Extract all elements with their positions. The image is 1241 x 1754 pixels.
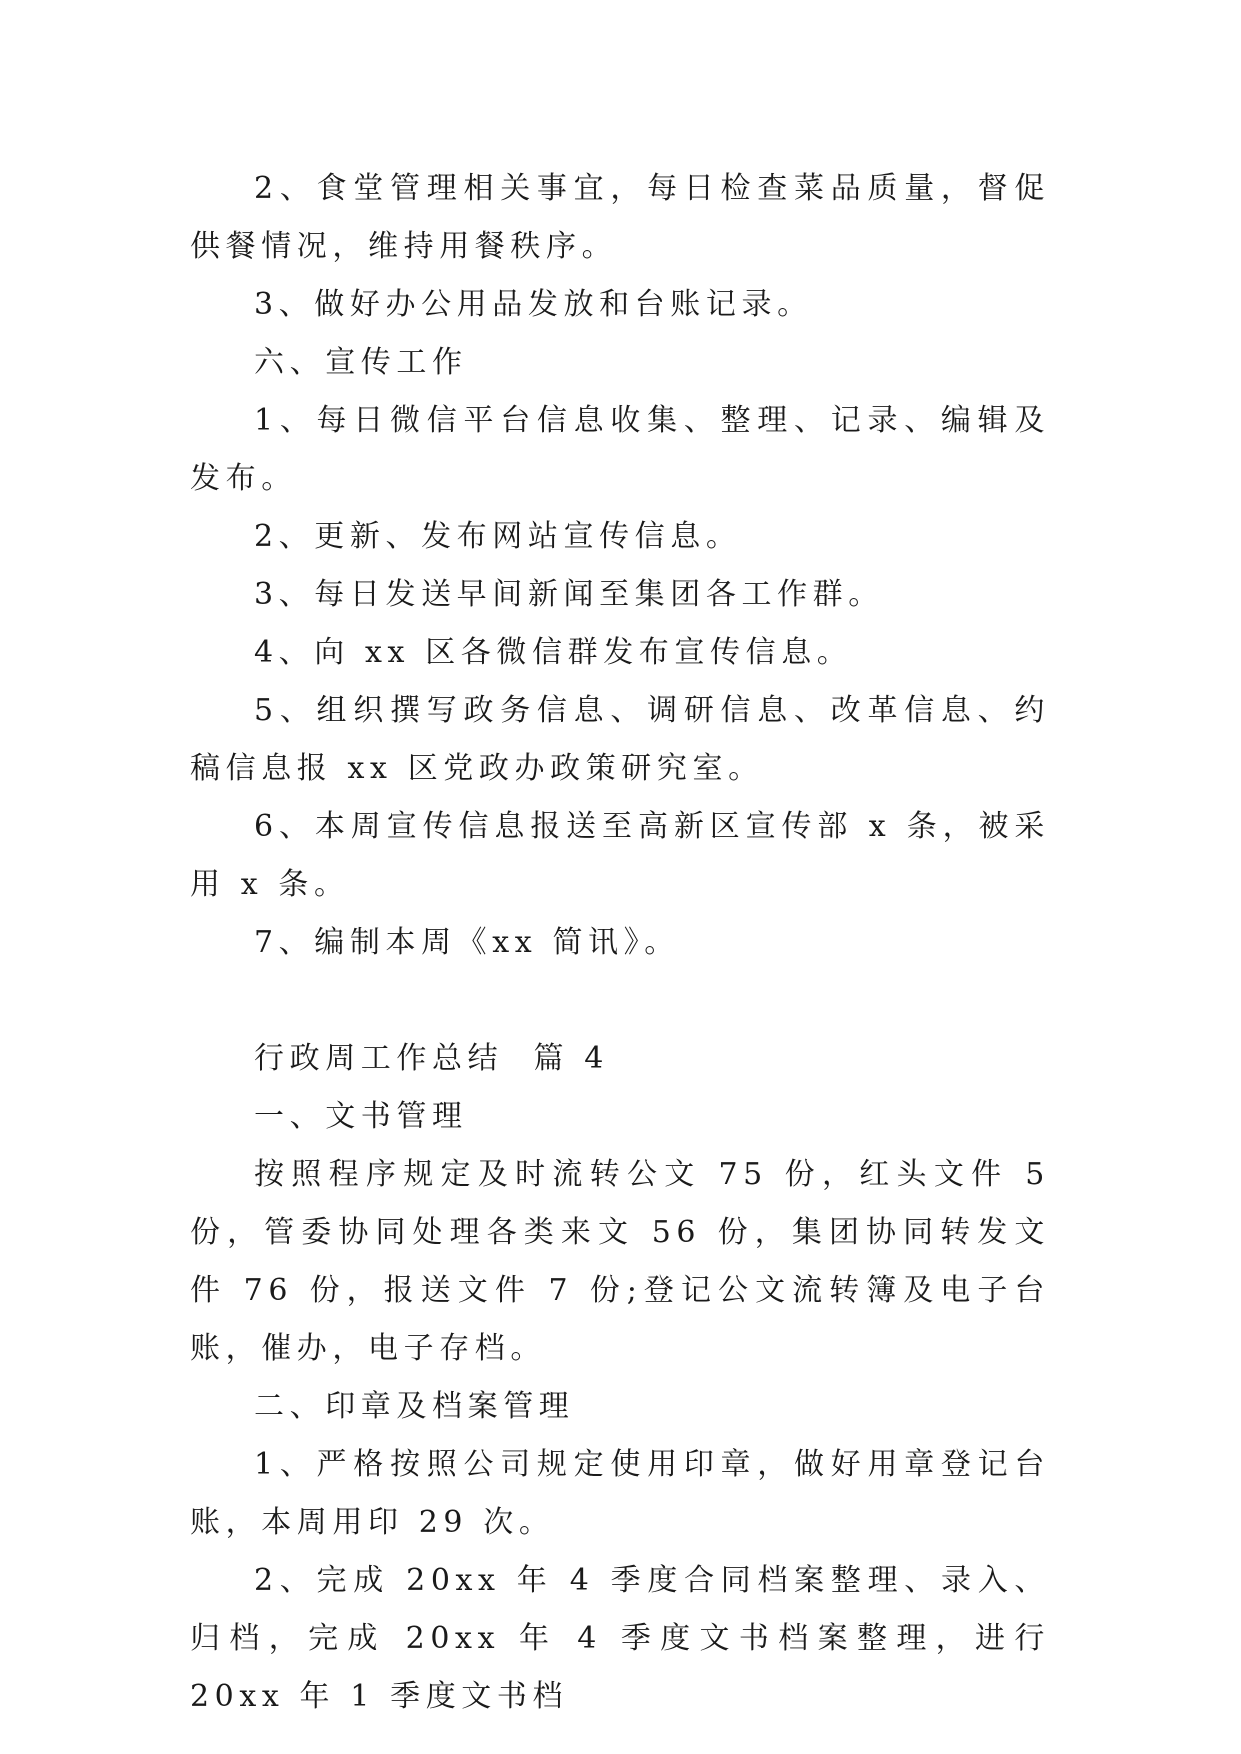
section-heading: 一、文书管理 — [254, 1099, 468, 1134]
paragraph: 5、组织撰写政务信息、调研信息、改革信息、约稿信息报 xx 区党政办政策研究室。 — [190, 693, 1050, 786]
paragraph: 6、本周宣传信息报送至高新区宣传部 x 条，被采用 x 条。 — [190, 809, 1050, 902]
paragraph: 按照程序规定及时流转公文 75 份，红头文件 5 份，管委协同处理各类来文 56 份，集团协同转发文件 76 份，报送文件 7 份;登记公文流转簿及电子台账，催办，电子存档。 — [190, 1157, 1050, 1366]
document-body — [190, 160, 1050, 1726]
section-heading: 二、印章及档案管理 — [254, 1389, 575, 1424]
paragraph: 3、每日发送早间新闻至集团各工作群。 — [254, 577, 884, 612]
paragraph: 2、食堂管理相关事宜，每日检查菜品质量，督促供餐情况，维持用餐秩序。 — [190, 171, 1050, 264]
paragraph: 2、完成 20xx 年 4 季度合同档案整理、录入、归档，完成 20xx 年 4 季度文书档案整理，进行 20xx 年 1 季度文书档 — [190, 1563, 1050, 1714]
paragraph: 7、编制本周《xx 简讯》。 — [254, 925, 680, 960]
paragraph: 4、向 xx 区各微信群发布宣传信息。 — [254, 635, 853, 670]
paragraph: 1、严格按照公司规定使用印章，做好用章登记台账，本周用印 29 次。 — [190, 1447, 1050, 1540]
paragraph: 1、每日微信平台信息收集、整理、记录、编辑及发布。 — [190, 403, 1050, 496]
paragraph: 2、更新、发布网站宣传信息。 — [254, 519, 742, 554]
article-title: 行政周工作总结 篇 4 — [254, 1041, 609, 1076]
section-heading: 六、宣传工作 — [254, 345, 468, 380]
paragraph: 3、做好办公用品发放和台账记录。 — [254, 287, 813, 322]
blank-line — [190, 972, 1050, 1030]
